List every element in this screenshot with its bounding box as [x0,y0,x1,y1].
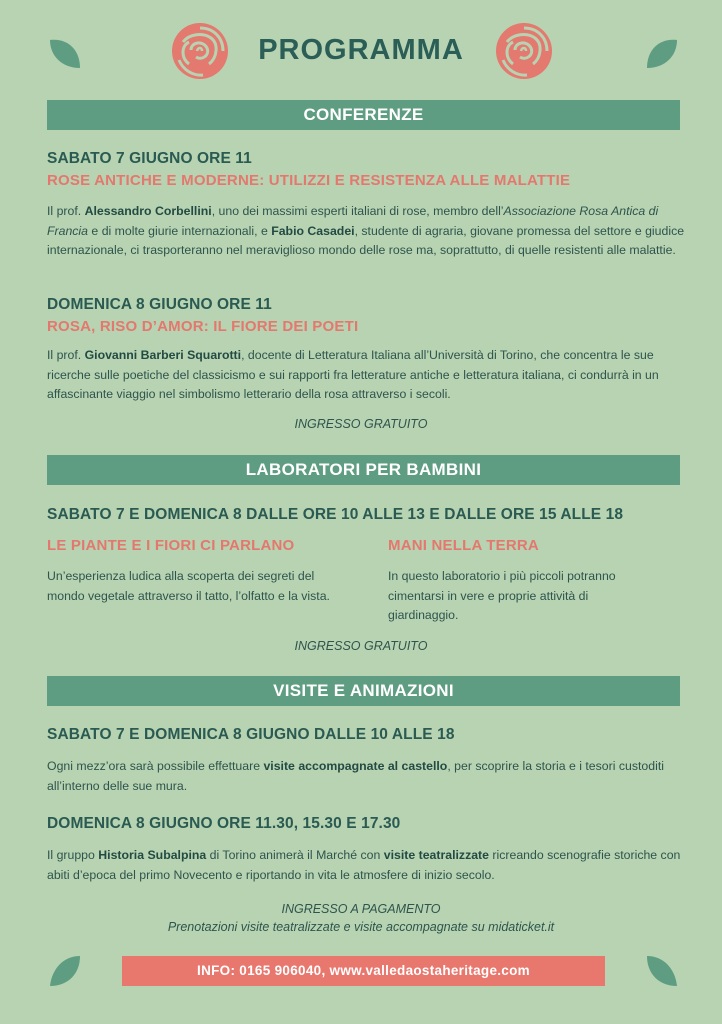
visite-2-description: Il gruppo Historia Subalpina di Torino animerà il Marché con visite teatralizzate ricreando scenografie storiche con abiti d’epoca del primo Novecento e riportando in vita le atmosfere di inizio secolo. [47,848,681,882]
leaf-icon [48,36,82,70]
header [0,20,722,82]
booking-note: Prenotazioni visite teatralizzate e visite accompagnate su midaticket.it [167,920,555,934]
section-visite-heading: VISITE E ANIMAZIONI [47,676,680,706]
conference-2-description: Il prof. Giovanni Barberi Squarotti, docente di Letteratura Italiana all’Università di Torino, che concentra le sue ricerche sulle poetiche del classicismo e sui rapporti fra letterature antiche e letteratura italiana, ci condurrà in un affascinante viaggio nel simbolismo letterario della rosa attraverso i secoli. [47,348,659,401]
conferenze-entry-note: INGRESSO GRATUITO [294,417,428,431]
lab-right-topic: MANI NELLA TERRA [388,537,539,554]
info-contact-bar: INFO: 0165 906040, www.valledaostaheritage.com [122,956,605,986]
laboratori-entry-note: INGRESSO GRATUITO [294,639,428,653]
conference-1-date: SABATO 7 GIUGNO ORE 11 [47,150,252,167]
visite-1-date: SABATO 7 E DOMENICA 8 GIUGNO DALLE 10 ALLE 18 [47,726,455,743]
conference-1-topic: ROSE ANTICHE E MODERNE: UTILIZZI E RESISTENZA ALLE MALATTIE [47,172,571,189]
visite-entry-note: INGRESSO A PAGAMENTO [281,902,441,916]
conference-1-description: Il prof. Alessandro Corbellini, uno dei massimi esperti italiani di rose, membro dell’Associazione Rosa Antica di Francia e di molte giurie internazionali, e Fabio Casadei, studente di agraria, giovane promessa del settore e giudice internazionale, ci trasporteranno nel meraviglioso mondo delle rose ma, soprattutto, di quelle resistenti alle malattie. [47,204,685,257]
rose-icon [493,20,555,82]
visite-2-date: DOMENICA 8 GIUGNO ORE 11.30, 15.30 E 17.30 [47,815,401,832]
conference-2-topic: ROSA, RISO D’AMOR: IL FIORE DEI POETI [47,318,359,335]
laboratori-date: SABATO 7 E DOMENICA 8 DALLE ORE 10 ALLE 13 E DALLE ORE 15 ALLE 18 [47,506,624,523]
visite-1-description: Ogni mezz’ora sarà possibile effettuare visite accompagnate al castello, per scoprire la storia e i tesori custoditi all’interno delle sue mura. [47,759,664,793]
leaf-icon [48,954,82,988]
lab-left-topic: LE PIANTE E I FIORI CI PARLANO [47,537,295,554]
section-laboratori-heading: LABORATORI PER BAMBINI [47,455,680,485]
page-title: PROGRAMMA [258,34,464,66]
lab-right-description: In questo laboratorio i più piccoli potranno cimentarsi in vere e proprie attività di giardinaggio. [388,569,616,622]
conference-2-date: DOMENICA 8 GIUGNO ORE 11 [47,296,272,313]
section-conferenze-heading: CONFERENZE [47,100,680,130]
leaf-icon [645,954,679,988]
leaf-icon [645,36,679,70]
lab-left-description: Un’esperienza ludica alla scoperta dei segreti del mondo vegetale attraverso il tatto, l’olfatto e la vista. [47,569,330,603]
